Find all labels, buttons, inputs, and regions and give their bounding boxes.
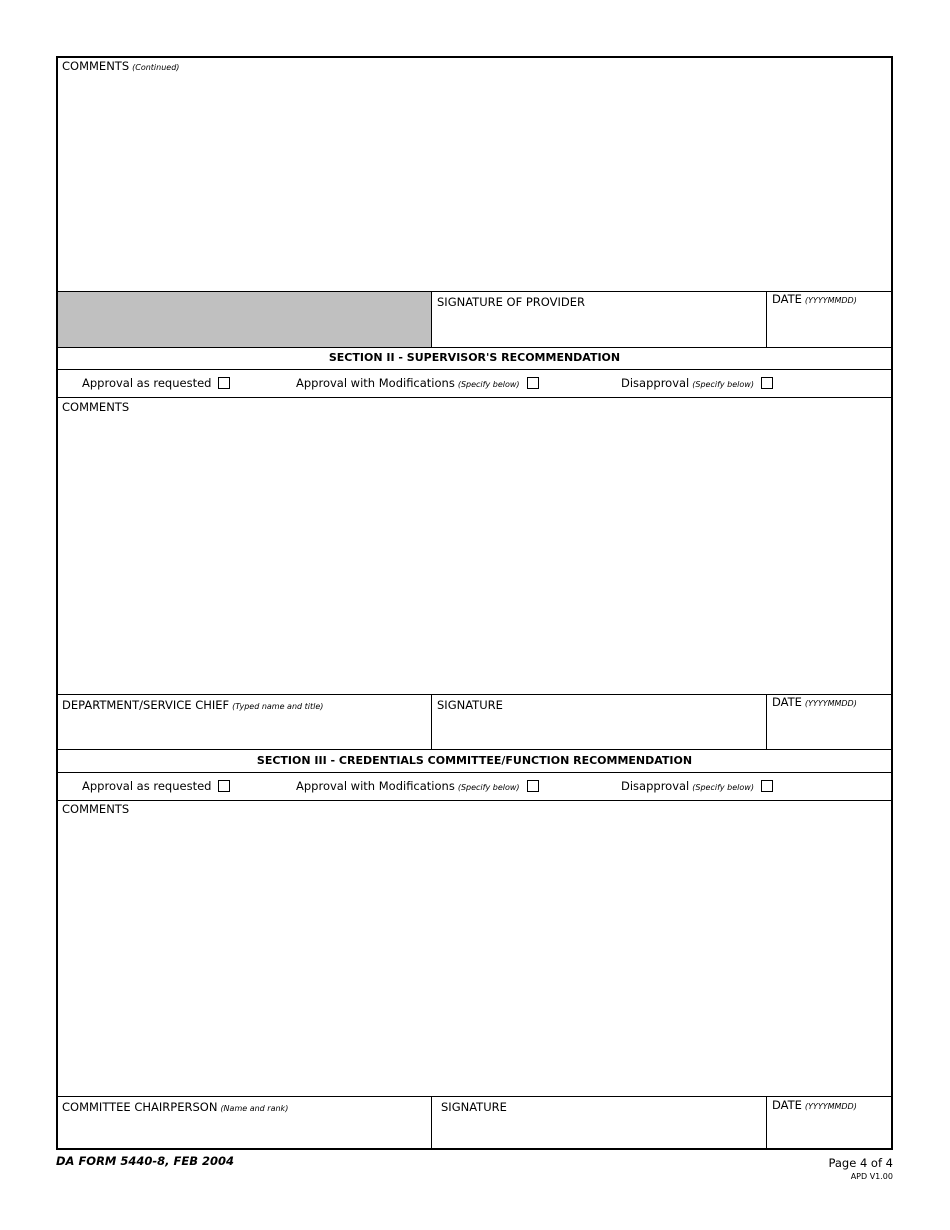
s2-disapproval-checkbox[interactable] bbox=[761, 377, 773, 389]
s3-chair-label: COMMITTEE CHAIRPERSON (Name and rank) bbox=[62, 1100, 289, 1114]
s3-modifications-checkbox[interactable] bbox=[527, 780, 539, 792]
s2-signature-field[interactable] bbox=[437, 716, 759, 744]
provider-date-label: DATE (YYYYMMDD) bbox=[772, 292, 857, 306]
form-page bbox=[56, 56, 893, 1150]
s2-option-approval: Approval as requested bbox=[82, 376, 230, 390]
s2-modifications-checkbox[interactable] bbox=[527, 377, 539, 389]
s3-date-label: DATE (YYYYMMDD) bbox=[772, 1098, 857, 1112]
s2-comments-label: COMMENTS bbox=[62, 400, 130, 414]
s2-signature-label: SIGNATURE bbox=[437, 698, 503, 712]
s3-approval-checkbox[interactable] bbox=[218, 780, 230, 792]
s3-comments-field[interactable] bbox=[62, 818, 887, 1092]
section-3-title: SECTION III - CREDENTIALS COMMITTEE/FUNCTION RECOMMENDATION bbox=[256, 754, 693, 767]
s3-option-approval: Approval as requested bbox=[82, 779, 230, 793]
version-label: APD V1.00 bbox=[850, 1172, 893, 1181]
shaded-block bbox=[58, 292, 431, 347]
s2-chief-field[interactable] bbox=[62, 716, 424, 744]
s3-date-field[interactable] bbox=[772, 1118, 887, 1146]
form-id: DA FORM 5440-8, FEB 2004 bbox=[56, 1154, 235, 1168]
page-number: Page 4 of 4 bbox=[828, 1156, 893, 1170]
s3-signature-label: SIGNATURE bbox=[441, 1100, 507, 1114]
s3-option-modifications: Approval with Modifications (Specify below) bbox=[296, 779, 539, 795]
s3-option-disapproval: Disapproval (Specify below) bbox=[621, 779, 773, 795]
s2-date-field[interactable] bbox=[772, 716, 887, 744]
s2-date-label: DATE (YYYYMMDD) bbox=[772, 695, 857, 709]
s3-chair-field[interactable] bbox=[62, 1118, 424, 1146]
section-2-title: SECTION II - SUPERVISOR'S RECOMMENDATION bbox=[328, 351, 621, 364]
provider-signature-field[interactable] bbox=[437, 314, 759, 342]
s2-approval-checkbox[interactable] bbox=[218, 377, 230, 389]
s3-disapproval-checkbox[interactable] bbox=[761, 780, 773, 792]
s2-comments-field[interactable] bbox=[62, 416, 887, 690]
continued-comments-label: COMMENTS (Continued) bbox=[62, 59, 180, 73]
s2-chief-label: DEPARTMENT/SERVICE CHIEF (Typed name and title) bbox=[62, 698, 324, 712]
s3-signature-field[interactable] bbox=[441, 1118, 759, 1146]
s2-option-modifications: Approval with Modifications (Specify below) bbox=[296, 376, 539, 392]
provider-date-field[interactable] bbox=[772, 314, 887, 342]
s3-comments-label: COMMENTS bbox=[62, 802, 130, 816]
s2-option-disapproval: Disapproval (Specify below) bbox=[621, 376, 773, 392]
continued-comments-field[interactable] bbox=[62, 76, 887, 288]
provider-signature-label: SIGNATURE OF PROVIDER bbox=[437, 295, 586, 309]
